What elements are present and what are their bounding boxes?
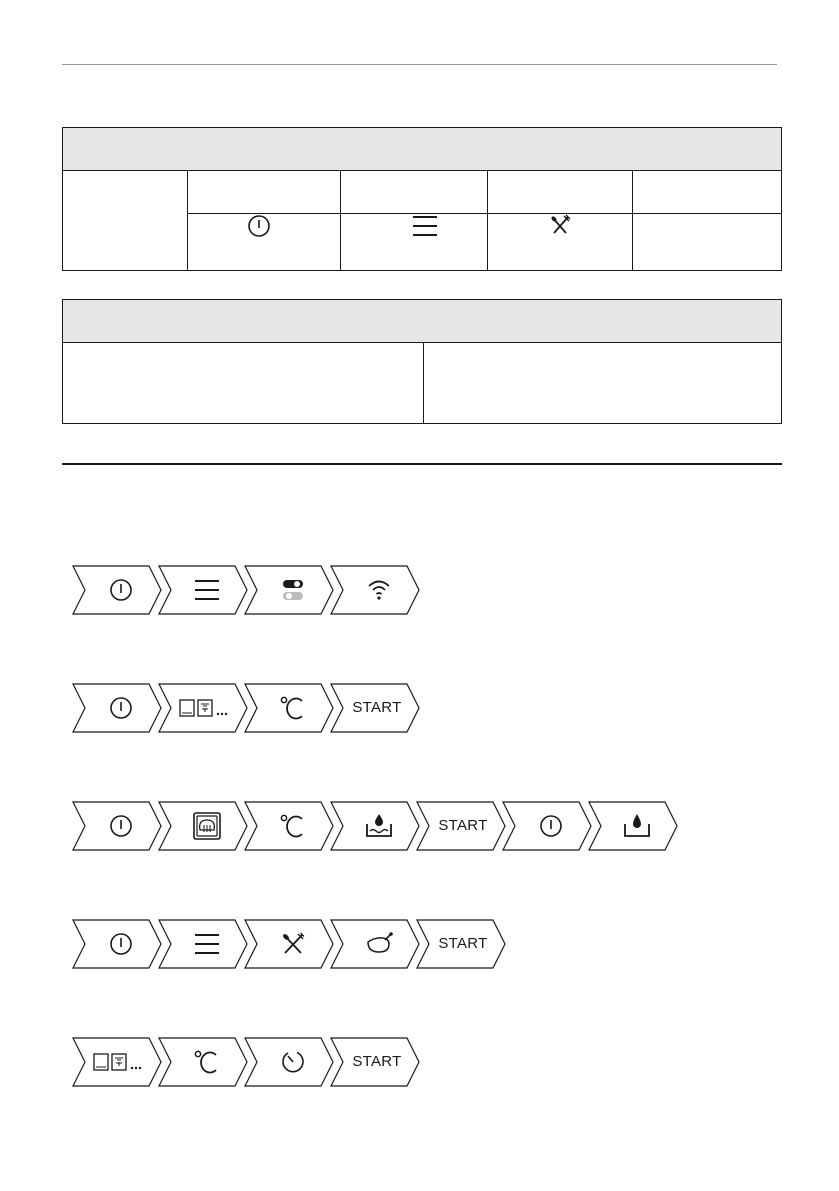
table-1-col-3 xyxy=(488,171,633,214)
table-1-row-label xyxy=(63,171,188,271)
flow-step xyxy=(158,919,248,969)
table-2-header xyxy=(63,300,782,343)
flow-step xyxy=(330,565,420,615)
table-1-cell-menu xyxy=(341,214,488,271)
flow-step xyxy=(244,683,334,733)
flow-step xyxy=(72,1037,162,1087)
flow-step xyxy=(158,1037,248,1087)
start-label: START xyxy=(438,934,488,952)
flow-step xyxy=(72,801,162,851)
section-rule xyxy=(62,463,782,465)
flow-step xyxy=(330,919,420,969)
flow-step xyxy=(72,683,162,733)
table-1-col-2 xyxy=(341,171,488,214)
flow-step xyxy=(158,683,248,733)
table-1-cell-empty xyxy=(633,214,782,271)
table-2 xyxy=(62,299,782,424)
flow-step xyxy=(72,565,162,615)
flow-step xyxy=(244,1037,334,1087)
cutlery-icon xyxy=(549,214,571,236)
table-1-col-4 xyxy=(633,171,782,214)
flow-step xyxy=(502,801,592,851)
table-1-cell-power xyxy=(188,214,341,271)
table-1-header xyxy=(63,128,782,171)
table-1-col-1 xyxy=(188,171,341,214)
flow-step xyxy=(244,801,334,851)
flow-step xyxy=(588,801,678,851)
table-2-cell-1 xyxy=(63,343,424,424)
start-label: START xyxy=(352,1052,402,1070)
flow-step xyxy=(244,919,334,969)
table-2-cell-2 xyxy=(424,343,782,424)
flow-step xyxy=(158,801,248,851)
flow-step xyxy=(244,565,334,615)
flow-step xyxy=(72,919,162,969)
power-icon xyxy=(247,214,271,238)
start-label: START xyxy=(438,816,488,834)
start-label: START xyxy=(352,698,402,716)
top-rule xyxy=(62,64,777,65)
table-1-cell-cutlery xyxy=(488,214,633,271)
table-1 xyxy=(62,127,782,271)
flow-step xyxy=(158,565,248,615)
menu-icon xyxy=(412,214,438,238)
flow-step xyxy=(330,801,420,851)
